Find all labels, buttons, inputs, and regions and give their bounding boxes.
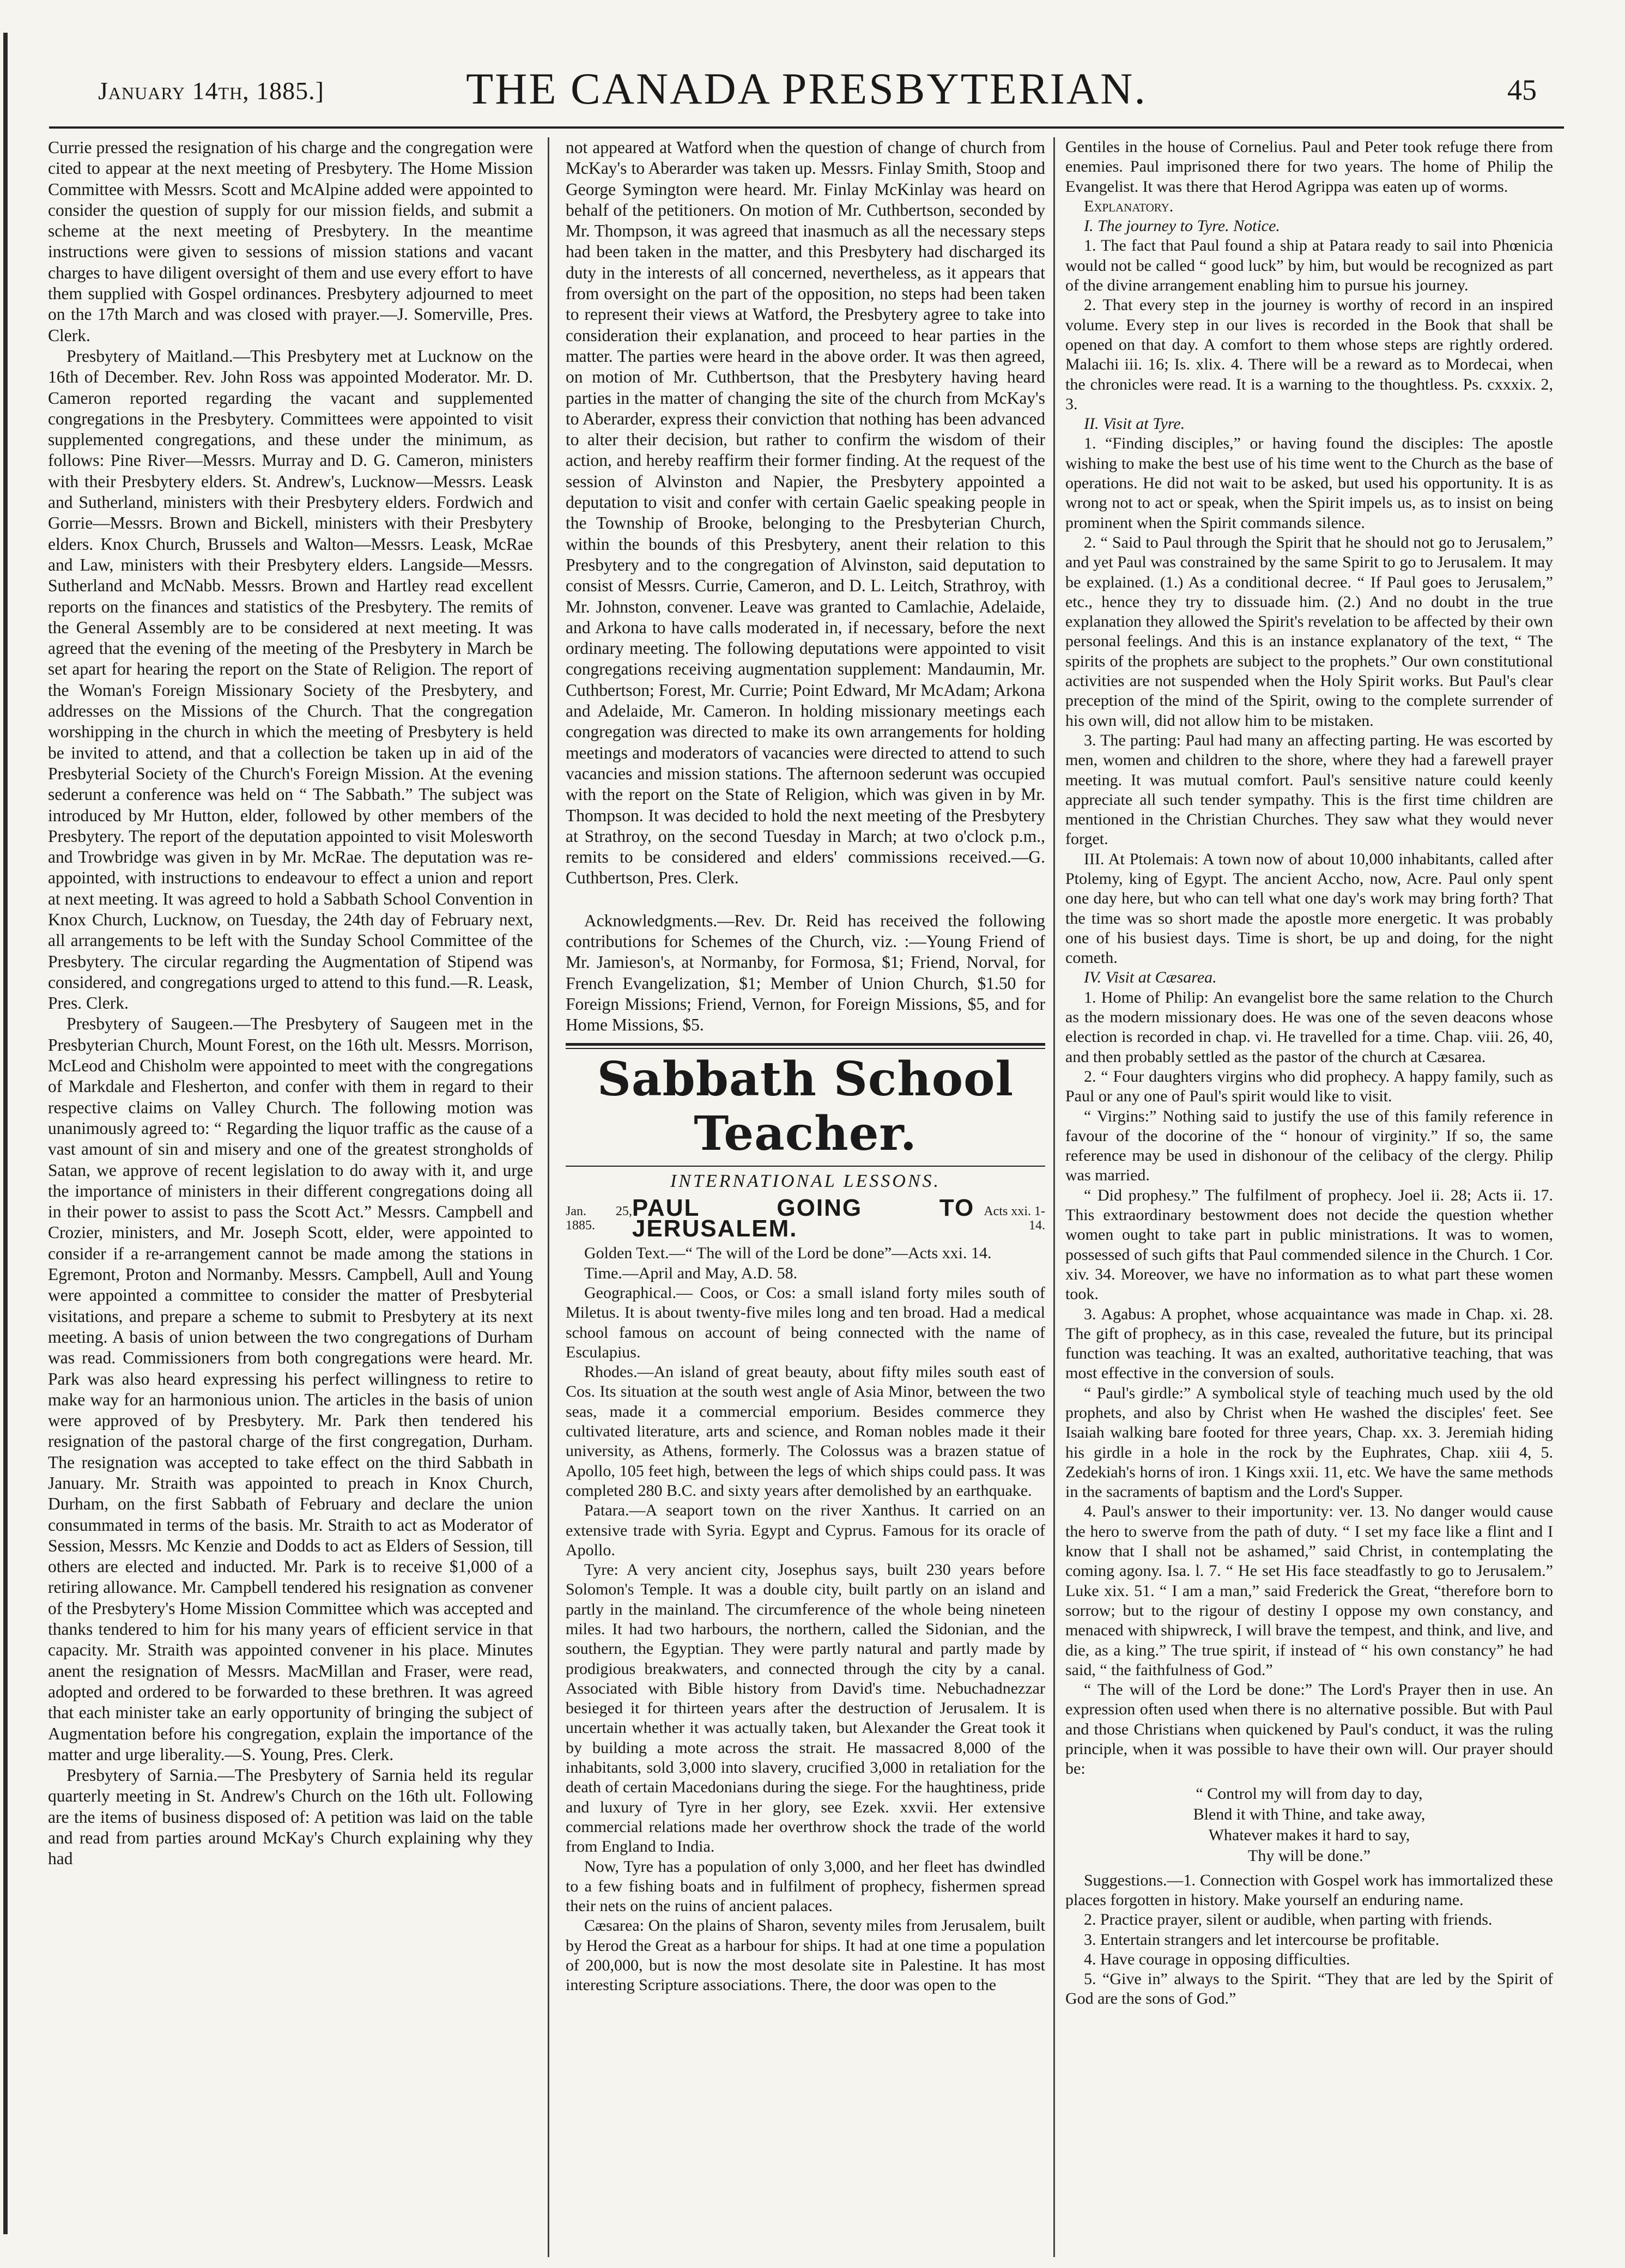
- paragraph: not appeared at Watford when the question of change of church from McKay's to Aberarder was taken up. Messrs. Finlay Smith, Stoop and George Symington were heard. Mr. Finlay McKinlay was heard on behalf of the petitioners. On motion of Mr. Cuthbertson, seconded by Mr. Thompson, it was agreed that inasmuch as all the necessary steps had been taken in the matter, and this Presbytery had discharged its duty in the interests of all concerned, nevertheless, as it appears that from oversight on the part of the opposition, no steps had been taken to represent their views at Watford, the Presbytery agree to take into consideration their explanation, and proceed to hear parties in the matter. The parties were heard in the above order. It was then agreed, on motion of Mr. Cuthbertson, that the Presbytery having heard parties in the matter of changing the site of the church from McKay's to Aberarder, express their conviction that nothing has been advanced to alter their decision, but rather to confirm the wisdom of their action, and hereby reaffirm their former finding. At the request of the session of Alvinston and Napier, the Presbytery appointed a deputation to visit and confer with certain Gaelic speaking people in the Township of Brooke, belonging to the Presbyterian Church, within the bounds of this Presbytery, anent their relation to this Presbytery and to the congregation of Alvinston, said deputation to consist of Messrs. Currie, Cameron, and D. L. Leitch, Strathroy, with Mr. Johnston, convener. Leave was granted to Camlachie, Adelaide, and Arkona to have calls moderated in, if necessary, before the next ordinary meeting. The following deputations were appointed to visit congregations receiving augmentation supplement: Mandaumin, Mr. Cuthbertson; Forest, Mr. Currie; Point Edward, Mr McAdam; Arkona and Adelaide, Mr. Cameron. In holding missionary meetings each congregation was directed to make its own arrangements for holding meetings and moderators of vacancies were directed to attend to such vacancies and mission stations. The afternoon sederunt was occupied with the report on the State of Religion, which was given in by Mr. Thompson. It was decided to hold the next meeting of the Presbytery at Strathroy, on the second Tuesday in March; at two o'clock p.m., remits to be considered and elders' commissions received.—G. Cuthbertson, Pres. Clerk.: [566, 138, 1045, 888]
- verse-line: Blend it with Thine, and take away,: [1193, 1805, 1426, 1823]
- lesson-title: PAUL GOING TO JERUSALEM.: [632, 1194, 975, 1242]
- paragraph: “ Virgins:” Nothing said to justify the use of this family reference in favour of the docorine of the “ honour of virginity.” If so, the same reference may be used in dishonour of the celibacy of the clergy. Philip was married.: [1065, 1107, 1553, 1185]
- issue-date: January 14th, 1885.]: [98, 77, 325, 105]
- section-heading: Explanatory.: [1084, 197, 1174, 215]
- masthead-title: THE CANADA PRESBYTERIAN.: [466, 64, 1147, 113]
- lesson-reference: Acts xxi. 1-14.: [984, 1204, 1045, 1233]
- paragraph: Tyre: A very ancient city, Josephus says, built 230 years before Solomon's Temple. It was a double city, built partly on an island and partly in the mainland. The circumference of the whole being nineteen miles. It had two harbours, the northern, called the Sidonian, and the southern, the Egyptian. They were partly natural and partly made by prodigious breakwaters, and connected through the city by a canal. Associated with Bible history from David's time. Nebuchadnezzar besieged it for thirteen years after the destruction of Jerusalem. It is uncertain whether it was actually taken, but Alexander the Great took it by building a mote across the strait. He massacred 8,000 of the inhabitants, sold 3,000 into slavery, crucified 3,000 in retaliation for the death of certain Macedonians during the siege. For the haughtiness, pride and luxury of Tyre in her glory, see Ezek. xxvii. Her extensive commercial relations made her overthrow shock the trade of the world from England to India.: [566, 1561, 1045, 1856]
- hymn-verse: [1065, 1784, 1553, 1866]
- subheading: I. The journey to Tyre. Notice.: [1084, 217, 1280, 235]
- verse-line: Whatever makes it hard to say,: [1208, 1826, 1410, 1844]
- paragraph: 2. “ Said to Paul through the Spirit that he should not go to Jerusalem,” and yet Paul was constrained by the same Spirit to go to Jerusalem. It may be explained. (1.) As a conditional decree. “ If Paul goes to Jerusalem,” etc., hence they try to dissuade him. (2.) And no doubt in the true explanation they allowed the Spirit's revelation to be affected by their own personal feelings. And this is an instance explanatory of the text, “ The spirits of the prophets are subject to the prophets.” Our own constitutional activities are not suspended when the Holy Spirit works. But Paul's clear preception of the mind of the Spirit, owing to the complete surrender of his own will, did not allow him to be mistaken.: [1065, 533, 1553, 730]
- column-1: [48, 137, 533, 1870]
- paragraph: 1. The fact that Paul found a ship at Patara ready to sail into Phœnicia would not be called “ good luck” by him, but would be recognized as part of the divine arrangement enabling him to pursue his journey.: [1065, 236, 1553, 295]
- paragraph: “ The will of the Lord be done:” The Lord's Prayer then in use. An expression often used when there is no alternative possible. But with Paul and those Christians when quickened by Paul's conduct, it was the ruling principle, when it was possible to have their own will. Our prayer should be:: [1065, 1681, 1553, 1778]
- lesson-date: Jan. 25, 1885.: [566, 1204, 632, 1233]
- paragraph: 3. The parting: Paul had many an affecting parting. He was escorted by men, women and children to the shore, where they had a farewell prayer meeting. It was mutual comfort. Paul's sensitive nature could keenly appreciate all such tender sympathy. This is the first time children are mentioned in the Christian Churches. They saw what they would never forget.: [1065, 731, 1553, 848]
- page-header: [49, 60, 1564, 125]
- verse-line: Thy will be done.”: [1248, 1846, 1371, 1865]
- paragraph: Rhodes.—An island of great beauty, about fifty miles south east of Cos. Its situation at the south west angle of Asia Minor, between the two seas, made it a commercial emporium. Besides commerce they cultivated literature, arts and science, and Roman nobles made it their university, as Athens, formerly. The Colossus was a brazen statue of Apollo, 105 feet high, between the legs of which ships could pass. It was completed 280 B.C. and sixty years after demolished by an earthquake.: [566, 1363, 1045, 1500]
- paragraph: 4. Have courage in opposing difficulties.: [1084, 1950, 1350, 1968]
- section-rule: [566, 1043, 1045, 1046]
- paragraph: Time.—April and May, A.D. 58.: [584, 1264, 798, 1282]
- paragraph: 2. “ Four daughters virgins who did prophecy. A happy family, such as Paul or any one of Paul's spirit would like to visit.: [1065, 1067, 1553, 1106]
- column-divider: [1053, 137, 1055, 2257]
- paragraph: 2. Practice prayer, silent or audible, when parting with friends.: [1084, 1911, 1493, 1929]
- section-subtitle: INTERNATIONAL LESSONS.: [670, 1171, 941, 1192]
- paragraph: Currie pressed the resignation of his charge and the congregation were cited to appear at the next meeting of Presbytery. The Home Mission Committee with Messrs. Scott and McAlpine added were appointed to consider the question of supply for our mission fields, and submit a scheme at the next meeting of Presbytery. In the meantime instructions were given to sessions of mission stations and vacant charges to have diligent oversight of them and use every effort to have them supplied with Gospel ordinances. Presbytery adjourned to meet on the 17th March and was closed with prayer.—J. Somerville, Pres. Clerk.: [48, 138, 533, 345]
- section-title: Sabbath School Teacher.: [597, 1052, 1014, 1162]
- paragraph: III. At Ptolemais: A town now of about 10,000 inhabitants, called after Ptolemy, king of Egypt. The ancient Accho, now, Acre. Paul only spent one day here, but who can tell what one day's work may bring forth? That the time was so short made the apostle more energetic. It was probably one of his busiest days. Time is short, be up and doing, for the night cometh.: [1065, 850, 1553, 967]
- subheading: IV. Visit at Cæsarea.: [1084, 968, 1217, 987]
- paragraph: 3. Agabus: A prophet, whose acquaintance was made in Chap. xi. 28. The gift of prophecy, as in this case, revealed the future, but its principal function was teaching. It was an exalted, authoritative teaching, that was most effective in the conversion of souls.: [1065, 1305, 1553, 1382]
- paragraph: Geographical.— Coos, or Cos: a small island forty miles south of Miletus. It is about twenty-five miles long and ten broad. Had a medical school famous on account of being connected with the name of Esculapius.: [566, 1283, 1045, 1361]
- paragraph: “ Paul's girdle:” A symbolical style of teaching much used by the old prophets, and also by Christ when He washed the disciples' feet. See Isaiah walking bare footed for three years, Chap. xx. 3. Jeremiah hiding his girdle in a hole in the rock by the Euphrates, Chap. xiii 4, 5. Zedekiah's horns of iron. 1 Kings xxii. 11, etc. We have the same methods in the sacraments of baptism and the Lord's Supper.: [1065, 1384, 1553, 1501]
- section-rule: [566, 1048, 1045, 1049]
- paragraph: Cæsarea: On the plains of Sharon, seventy miles from Jerusalem, built by Herod the Great as a harbour for ships. It had at one time a population of 200,000, but is now the most desolate site in Palestine. It has most interesting Scripture associations. There, the door was open to the: [566, 1917, 1045, 1994]
- column-2: [566, 137, 1045, 1996]
- paragraph: Presbytery of Maitland.—This Presbytery met at Lucknow on the 16th of December. Rev. John Ross was appointed Moderator. Mr. D. Cameron reported regarding the vacant and supplemented congregations in the Presbytery. Committees were appointed to visit supplemented congregations, and these under the minimum, as follows: Pine River—Messrs. Murray and D. G. Cameron, ministers with their Presbytery elders. St. Andrew's, Lucknow—Messrs. Leask and Sutherland, ministers with their Presbytery elders. Fordwich and Gorrie—Messrs. Brown and Bickell, ministers with their Presbytery elders. Knox Church, Brussels and Walton—Messrs. Leask, McRae and Law, ministers with their Presbytery elders. Langside—Messrs. Sutherland and McNabb. Messrs. Brown and Hartley read excellent reports on the finances and statistics of the Presbytery. The remits of the General Assembly are to be considered at next meeting. It was agreed that the evening of the meeting of the Presbytery in March be set apart for hearing the report on the State of Religion. The report of the Woman's Foreign Missionary Society of the Presbytery, and addresses on the Missions of the Church. That the congregation worshipping in the church in which the meeting of Presbytery is held be invited to attend, and that a collection be taken up in aid of the Presbyterial Society of the Church's Foreign Mission. At the evening sederunt a conference was held on “ The Sabbath.” The subject was introduced by Mr Hutton, elder, followed by other members of the Presbytery. The report of the deputation appointed to visit Molesworth and Trowbridge was given in by Mr. McRae. The deputation was re-appointed, with instructions to endeavour to effect a union and report at next meeting. It was agreed to hold a Sabbath School Convention in Knox Church, Lucknow, on Tuesday, the 24th day of February next, all arrangements to be left with the Sunday School Committee of the Presbytery. The circular regarding the Augmentation of Stipend was considered, and congregations urged to attend to this fund.—R. Leask, Pres. Clerk.: [48, 346, 533, 1013]
- paragraph: Gentiles in the house of Cornelius. Paul and Peter took refuge there from enemies. Paul imprisoned there for two years. The home of Philip the Evangelist. It was there that Herod Agrippa was eaten up of worms.: [1065, 138, 1553, 196]
- paragraph: “ Did prophesy.” The fulfilment of prophecy. Joel ii. 28; Acts ii. 17. This extraordinary bestowment does not decide the question whether women ought to take part in public ministrations. It was to women, possessed of such gifts that Paul commended silence in the Church. 1 Cor. xiv. 34. Moreover, we have no information as to what part these women took.: [1065, 1186, 1553, 1303]
- paragraph: 1. “Finding disciples,” or having found the disciples: The apostle wishing to make the best use of his time went to the Church as the base of operations. He did not wait to be asked, but used his opportunity. It is as wrong not to act or speak, when the Spirit impels us, as to insist on being prominent when the Spirit commands silence.: [1065, 434, 1553, 532]
- section-rule: [566, 1166, 1045, 1167]
- paragraph: Presbytery of Saugeen.—The Presbytery of Saugeen met in the Presbyterian Church, Mount Forest, on the 16th ult. Messrs. Morrison, McLeod and Chisholm were appointed to meet with the congregations of Markdale and Flesherton, and confer with them in regard to their respective claims on Valley Church. The following motion was unanimously agreed to: “ Regarding the liquor traffic as the cause of a vast amount of sin and misery and one of the greatest strongholds of Satan, we approve of recent legislation to do away with it, and urge the importance of ministers in their different congregations doing all in their power to assist to pass the Scott Act.” Messrs. Campbell and Crozier, ministers, and Mr. Joseph Scott, elder, were appointed to consider if a re-arrangement cannot be made among the stations in Egremont, Proton and Normanby. Messrs. Campbell, Aull and Young were appointed a committee to consider the matter of Presbyterial visitations, and prepare a scheme to submit to Presbytery at its next meeting. A basis of union between the two congregations of Durham was read. Commissioners from both congregations were heard. Mr. Park was also heard expressing his perfect willingness to retire to make way for an harmonious union. The articles in the basis of union were approved of by Presbytery. Mr. Park then tendered his resignation of the pastoral charge of the first congregation, Durham. The resignation was accepted to take effect on the third Sabbath in January. Mr. Straith was appointed to preach in Knox Church, Durham, on the first Sabbath of February and declare the union consummated in terms of the basis. Mr. Straith to act as Moderator of Session, Messrs. Mc Kenzie and Dodds to act as Elders of Session, till others are elected and inducted. Mr. Park is to receive $1,000 of a retiring allowance. Mr. Campbell tendered his resignation as convener of the Presbytery's Home Mission Committee which was accepted and thanks tendered to him for his many years of efficient service in that capacity. Mr. Straith was appointed convener in his place. Minutes anent the resignation of Messrs. MacMillan and Fraser, were read, adopted and ordered to be forwarded to these brethren. It was agreed that each minister take an early opportunity of bringing the subject of Augmentation before his congregation, explain the importance of the matter and urge liberality.—S. Young, Pres. Clerk.: [48, 1014, 533, 1764]
- paragraph: Patara.—A seaport town on the river Xanthus. It carried on an extensive trade with Syria. Egypt and Cyprus. Famous for its oracle of Apollo.: [566, 1501, 1045, 1559]
- paragraph: Golden Text.—“ The will of the Lord be done”—Acts xxi. 14.: [584, 1244, 992, 1263]
- paragraph: 4. Paul's answer to their importunity: ver. 13. No danger would cause the hero to swerve from the path of duty. “ I set my face like a flint and I know that I shall not be ashamed,” said Christ, in contemplating the coming agony. Isa. l. 7. “ He set His face steadfastly to go to Jerusalem.” Luke xix. 51. “ I am a man,” said Frederick the Great, “therefore born to sorrow; but to the rigour of destiny I oppose my own constancy, and menaced with shipwreck, I will brave the tempest, and think, and live, and die, as a king.” The true spirit, if instead of “ his own constancy” he had said, “ the faithfulness of God.”: [1065, 1502, 1553, 1679]
- paragraph: 1. Home of Philip: An evangelist bore the same relation to the Church as the modern missionary does. He was one of the seven deacons whose election is recorded in chap. vi. He travelled for a time. Chap. viii. 26, 40, and then probably settled as the pastor of the church at Cæsarea.: [1065, 988, 1553, 1066]
- paragraph: Presbytery of Sarnia.—The Presbytery of Sarnia held its regular quarterly meeting in St. Andrew's Church on the 16th ult. Following are the items of business disposed of: A petition was laid on the table and read from parties around McKay's Church explaining why they had: [48, 1766, 533, 1869]
- header-rule: [49, 126, 1564, 129]
- paragraph: 2. That every step in the journey is worthy of record in an inspired volume. Every step in our lives is recorded in the Book that shall be opened on that day. A comfort to them whose steps are rightly ordered. Malachi iii. 16; Is. xlix. 4. There will be a reward as to Mordecai, when the chronicles were read. It is a warning to the thoughtless. Ps. cxxxix. 2, 3.: [1065, 296, 1553, 413]
- paragraph: Suggestions.—1. Connection with Gospel work has immortalized these places forgotten in history. Make yourself an enduring name.: [1065, 1871, 1553, 1909]
- subheading: II. Visit at Tyre.: [1084, 415, 1185, 433]
- page-number: 45: [1507, 74, 1537, 106]
- column-divider: [548, 137, 549, 2257]
- binding-edge: [3, 33, 8, 2234]
- column-3: [1065, 137, 1553, 2009]
- paragraph: 3. Entertain strangers and let intercourse be profitable.: [1084, 1930, 1440, 1949]
- verse-line: “ Control my will from day to day,: [1196, 1784, 1423, 1803]
- paragraph: Now, Tyre has a population of only 3,000, and her fleet has dwindled to a few fishing boats and in fulfilment of prophecy, fishermen spread their nets on the ruins of ancient palaces.: [566, 1857, 1045, 1915]
- lesson-heading: [566, 1194, 1045, 1242]
- paragraph: Acknowledgments.—Rev. Dr. Reid has received the following contributions for Schemes of the Church, viz. :—Young Friend of Mr. Jamieson's, at Normanby, for Formosa, $1; Friend, Norval, for French Evangelization, $1; Member of Union Church, $1.50 for Foreign Missions; Friend, Vernon, for Foreign Missions, $5, and for Home Missions, $5.: [566, 911, 1045, 1035]
- paragraph: 5. “Give in” always to the Spirit. “They that are led by the Spirit of God are the sons of God.”: [1065, 1970, 1553, 2008]
